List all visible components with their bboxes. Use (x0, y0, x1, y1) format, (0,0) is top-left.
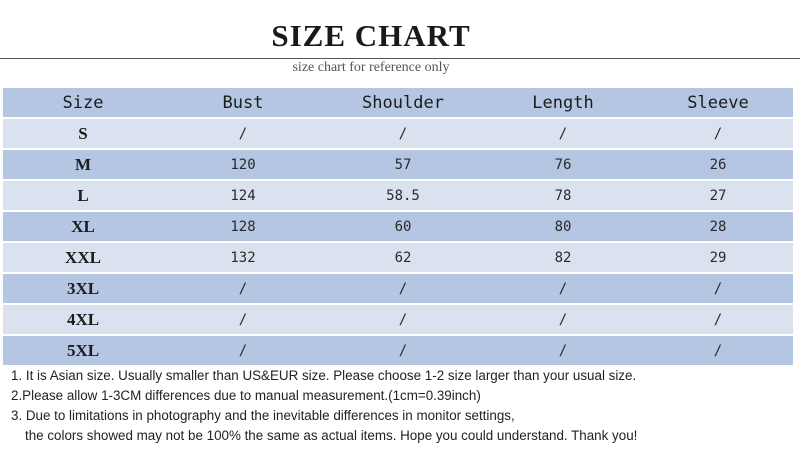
bust-cell: / (238, 280, 248, 297)
sleeve-cell: 28 (709, 218, 727, 235)
column-header-size: Size (62, 92, 104, 113)
shoulder-cell: 58.5 (386, 187, 420, 204)
shoulder-cell: 60 (394, 218, 412, 235)
table-row (3, 181, 793, 210)
size-cell: XL (71, 216, 95, 236)
length-cell: / (558, 125, 568, 142)
column-header-bust: Bust (222, 92, 264, 113)
length-cell: 82 (554, 249, 572, 266)
shoulder-cell: / (398, 125, 408, 142)
length-cell: 76 (554, 156, 572, 173)
table-row (3, 212, 793, 241)
bust-cell: 124 (230, 187, 256, 204)
sleeve-cell: 26 (709, 156, 727, 173)
length-cell: / (558, 280, 568, 297)
size-cell: M (74, 154, 92, 174)
shoulder-cell: / (398, 342, 408, 359)
page-subtitle: size chart for reference only (292, 60, 450, 75)
sleeve-cell: / (713, 342, 723, 359)
shoulder-cell: / (398, 280, 408, 297)
table-row (3, 336, 793, 365)
size-cell: L (77, 185, 89, 205)
length-cell: 78 (554, 187, 572, 204)
bust-cell: / (238, 125, 248, 142)
bust-cell: / (238, 311, 248, 328)
table-row (3, 274, 793, 303)
table-header-row (3, 88, 793, 117)
sleeve-cell: / (713, 280, 723, 297)
shoulder-cell: 62 (394, 249, 412, 266)
shoulder-cell: 57 (394, 156, 412, 173)
sleeve-cell: / (713, 311, 723, 328)
table-row (3, 305, 793, 334)
bust-cell: 128 (230, 218, 256, 235)
length-cell: / (558, 342, 568, 359)
sleeve-cell: 27 (709, 187, 727, 204)
title-divider (0, 58, 800, 59)
bust-cell: / (238, 342, 248, 359)
column-header-shoulder: Shoulder (362, 92, 444, 113)
size-notes (11, 366, 791, 446)
column-header-length: Length (532, 92, 594, 113)
bust-cell: 120 (230, 156, 256, 173)
size-cell: 4XL (66, 309, 100, 329)
note-line: 1. It is Asian size. Usually smaller than US&EUR size. Please choose 1-2 size larger than your usual size. (11, 368, 637, 383)
size-cell: 5XL (66, 340, 100, 360)
page-title: SIZE CHART (271, 18, 471, 53)
sleeve-cell: / (713, 125, 723, 142)
note-line: 3. Due to limitations in photography and the inevitable differences in monitor settings, (11, 408, 515, 423)
table-row (3, 119, 793, 148)
table-row (3, 243, 793, 272)
column-header-sleeve: Sleeve (687, 92, 749, 113)
sleeve-cell: 29 (709, 249, 727, 266)
note-line: 2.Please allow 1-3CM differences due to manual measurement.(1cm=0.39inch) (11, 388, 481, 403)
size-chart-table (3, 86, 793, 367)
size-cell: XXL (65, 247, 101, 267)
length-cell: / (558, 311, 568, 328)
length-cell: 80 (554, 218, 572, 235)
bust-cell: 132 (230, 249, 256, 266)
size-cell: S (78, 123, 88, 143)
note-line: the colors showed may not be 100% the same as actual items. Hope you could understand. Thank you! (25, 428, 638, 443)
size-cell: 3XL (66, 278, 100, 298)
table-row (3, 150, 793, 179)
shoulder-cell: / (398, 311, 408, 328)
